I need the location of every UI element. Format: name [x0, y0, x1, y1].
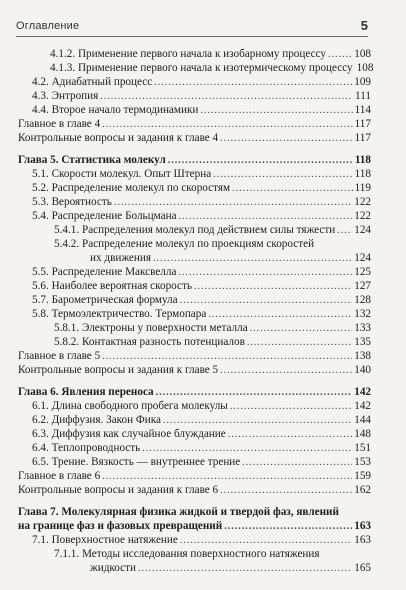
toc-entry-label: 7.1. Поверхностное натяжение [32, 534, 178, 546]
leader-dots [220, 132, 352, 145]
toc-entry[interactable] [18, 48, 371, 61]
toc-entry[interactable] [18, 104, 371, 117]
toc-entry[interactable] [18, 210, 371, 223]
leader-dots [328, 48, 352, 61]
leader-dots [153, 252, 352, 265]
toc-entry-page: 118 [354, 154, 371, 166]
toc-entry-label: 5.8.1. Электроны у поверхности металла [54, 322, 248, 334]
toc-entry-page: 127 [354, 280, 371, 292]
leader-dots [102, 118, 352, 131]
toc-entry-page: 133 [354, 322, 371, 334]
toc-entry[interactable] [18, 400, 371, 413]
toc-entry-label: 4.1.3. Применение первого начала к изотермическому процессу [50, 62, 353, 74]
toc-entry-page: 163 [354, 520, 371, 532]
page-number: 5 [360, 18, 368, 33]
toc-chapter-7-line1 [18, 506, 371, 519]
toc-entry-page: 119 [354, 182, 371, 194]
toc-entry-label: 5.8. Термоэлектричество. Термопара [32, 308, 207, 320]
toc-entry-label: на границе фаз и фазовых превращений [18, 520, 223, 532]
leader-dots [242, 456, 352, 469]
header-title: Оглавление [16, 20, 80, 32]
toc-entry[interactable] [18, 350, 371, 363]
toc-entry-label: Глава 7. Молекулярная физика жидкой и твердой фаз, явлений [18, 506, 339, 518]
toc-entry-page: 140 [354, 364, 371, 376]
toc-entry-page: 135 [354, 336, 371, 348]
leader-dots [102, 350, 352, 363]
leader-dots [156, 386, 353, 399]
toc-entry-page: 124 [354, 252, 371, 264]
toc-entry[interactable] [18, 280, 371, 293]
toc-entry[interactable] [18, 132, 371, 145]
leader-dots [179, 210, 353, 223]
toc-entry-line1 [18, 238, 371, 251]
toc-entry-label: 4.3. Энтропия [32, 90, 99, 102]
toc-entry[interactable] [18, 224, 371, 237]
toc-entry[interactable] [18, 456, 371, 469]
toc-entry[interactable] [18, 322, 371, 335]
toc-entry-page: 151 [354, 442, 371, 454]
leader-dots [220, 364, 352, 377]
toc-entry-label: 6.3. Диффузия как случайное блуждание [32, 428, 226, 440]
toc-entry-label: 5.5. Распределение Максвелла [32, 266, 177, 278]
toc-entry-label: 4.4. Второе начало термодинамики [32, 104, 199, 116]
toc-entry-label: Контрольные вопросы и задания к главе 5 [18, 364, 219, 376]
toc-entry-label: 4.2. Адиабатный процесс [32, 76, 153, 88]
toc-entry[interactable] [18, 196, 371, 209]
leader-dots [194, 280, 352, 293]
toc-entry-page: 128 [354, 294, 371, 306]
toc-entry[interactable] [18, 562, 371, 575]
toc-entry-page: 162 [354, 484, 371, 496]
leader-dots [247, 336, 352, 349]
toc-entry-label: Контрольные вопросы и задания к главе 6 [18, 484, 219, 496]
toc-entry-label: 5.1. Скорости молекул. Опыт Штерна [32, 168, 212, 180]
leader-dots [102, 470, 352, 483]
toc-entry-line1 [18, 548, 371, 561]
leader-dots [232, 182, 353, 195]
toc-entry-page: 144 [354, 414, 371, 426]
toc-entry[interactable] [18, 76, 371, 89]
toc-entry-label: Главное в главе 6 [18, 470, 101, 482]
toc-entry-label: 6.4. Теплопроводность [32, 442, 141, 454]
toc-entry-page: 117 [354, 118, 371, 130]
toc-entry-page: 163 [354, 534, 371, 546]
toc-entry-label: Глава 6. Явления переноса [18, 386, 154, 398]
leader-dots [163, 414, 352, 427]
toc-entry-page: 109 [354, 76, 371, 88]
toc-entry-label: 6.5. Трение. Вязкость — внутреннее трение [32, 456, 241, 468]
leader-dots [200, 104, 352, 117]
leader-dots [180, 294, 353, 307]
toc-entry[interactable] [18, 294, 371, 307]
leader-dots [213, 168, 352, 181]
leader-dots [142, 442, 352, 455]
toc-entry[interactable] [18, 118, 371, 131]
toc-chapter-5[interactable] [18, 154, 371, 167]
toc-entry-page: 122 [354, 196, 371, 208]
toc-entry-label: 5.4. Распределение Больцмана [32, 210, 177, 222]
toc-entry[interactable] [18, 414, 371, 427]
toc-entry-label: Главное в главе 5 [18, 350, 101, 362]
leader-dots [168, 154, 353, 167]
leader-dots [138, 562, 352, 575]
toc-entry-page: 138 [354, 350, 371, 362]
toc-entry-page: 132 [354, 308, 371, 320]
toc-entry[interactable] [18, 62, 374, 75]
leader-dots [250, 322, 353, 335]
toc-entry[interactable] [18, 428, 371, 441]
toc-entry[interactable] [18, 252, 371, 265]
leader-dots [337, 224, 352, 237]
toc-entry-page: 117 [354, 132, 371, 144]
toc-entry-label: 5.6. Наиболее вероятная скорость [32, 280, 192, 292]
toc-entry-label: 6.2. Диффузия. Закон Фика [32, 414, 161, 426]
toc-entry-label: Главное в главе 4 [18, 118, 101, 130]
toc-entry[interactable] [18, 308, 371, 321]
toc-entry-page: 159 [354, 470, 371, 482]
toc-entry-label: жидкости [90, 562, 136, 574]
toc-entry-label: 6.1. Длина свободного пробега молекулы [32, 400, 228, 412]
toc-entry-page: 124 [354, 224, 371, 236]
toc-entry-page: 118 [354, 168, 371, 180]
toc-entry-page: 125 [354, 266, 371, 278]
toc-entry-label: их движения [90, 252, 152, 264]
toc-entry[interactable] [18, 442, 371, 455]
toc-entry-label: 5.4.2. Распределение молекул по проекциям скоростей [54, 238, 315, 250]
leader-dots [208, 308, 352, 321]
toc-entry-page: 111 [355, 90, 371, 102]
toc-entry-page: 108 [354, 48, 371, 60]
leader-dots [220, 484, 352, 497]
toc-entry[interactable] [18, 266, 371, 279]
toc-entry[interactable] [18, 484, 371, 497]
toc-chapter-6[interactable] [18, 386, 371, 399]
leader-dots [180, 534, 352, 547]
toc-entry-page: 153 [354, 456, 371, 468]
running-header [16, 18, 368, 37]
toc-entry[interactable] [18, 534, 371, 547]
leader-dots [224, 520, 352, 533]
toc-entry[interactable] [18, 90, 371, 103]
toc-entry-page: 108 [356, 62, 374, 74]
toc-entry-label: 5.8.2. Контактная разность потенциалов [54, 336, 245, 348]
leader-dots [228, 428, 352, 441]
toc-entry-label: 5.4.1. Распределения молекул под действием силы тяжести [54, 224, 336, 236]
toc-entry-label: Глава 5. Статистика молекул [18, 154, 166, 166]
toc-entry-page: 142 [354, 400, 371, 412]
toc-entry-label: 7.1.1. Методы исследования поверхностного натяжения [54, 548, 320, 560]
toc-entry-page: 122 [354, 210, 371, 222]
toc-entry[interactable] [18, 182, 371, 195]
toc-entry[interactable] [18, 364, 371, 377]
leader-dots [100, 90, 353, 103]
toc-entry-page: 148 [354, 428, 371, 440]
leader-dots [230, 400, 352, 413]
toc-entry-page: 114 [354, 104, 371, 116]
toc-entry-label: Контрольные вопросы и задания к главе 4 [18, 132, 219, 144]
toc-entry-page: 165 [354, 562, 371, 574]
toc-entry-label: 4.1.2. Применение первого начала к изобарному процессу [50, 48, 326, 60]
toc-chapter-7[interactable] [18, 520, 371, 533]
toc-entry-page: 142 [354, 386, 371, 398]
toc-entry-label: 5.2. Распределение молекул по скоростям [32, 182, 231, 194]
toc-entry[interactable] [18, 470, 371, 483]
leader-dots [154, 76, 352, 89]
leader-dots [114, 196, 352, 209]
toc-entry-label: 5.7. Барометрическая формула [32, 294, 178, 306]
toc-entry-label: 5.3. Вероятность [32, 196, 112, 208]
leader-dots [178, 266, 352, 279]
toc-entry[interactable] [18, 168, 371, 181]
toc-entry[interactable] [18, 336, 371, 349]
